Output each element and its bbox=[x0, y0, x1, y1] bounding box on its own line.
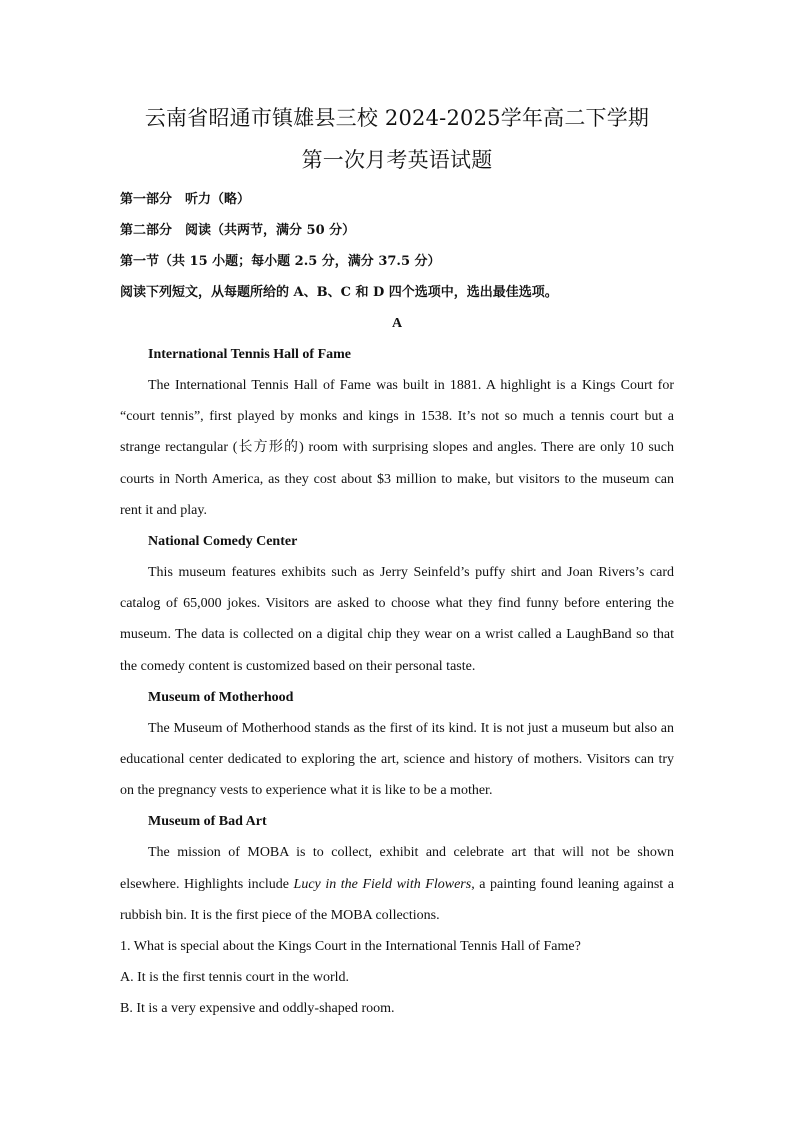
question-1-option-b: B. It is a very expensive and oddly-shaped room. bbox=[120, 1001, 395, 1017]
passage-letter: A bbox=[391, 316, 403, 331]
title-line-1: 云南省昭通市镇雄县三校 2024-2025学年高二下学期 bbox=[144, 106, 650, 130]
passage-heading-bad-art: Museum of Bad Art bbox=[148, 814, 267, 830]
question-1: 1. What is special about the Kings Court in the International Tennis Hall of Fame? bbox=[120, 939, 581, 955]
bad-art-text-after: , a painting found leaning against a rubbish bin. It is the first piece of the MOBA collections. bbox=[120, 876, 674, 923]
part1-heading: 第一部分 听力（略） bbox=[120, 192, 251, 207]
section1-heading: 第一节（共 15 小题；每小题 2.5 分，满分 37.5 分） bbox=[120, 254, 441, 269]
reading-instruction: 阅读下列短文，从每题所给的 A、B、C 和 D 四个选项中，选出最佳选项。 bbox=[120, 285, 558, 300]
passage-heading-comedy: National Comedy Center bbox=[148, 534, 298, 550]
passage-paragraph-comedy: This museum features exhibits such as Jerry Seinfeld’s puffy shirt and Joan Rivers’s card catalog of 65,000 jokes. Visitors are asked to choose what they find funny before entering the museum. The data is collected on a digital chip they wear on a wrist called a LaughBand so that the comedy content is customized based on their personal taste. bbox=[120, 565, 674, 674]
passage-paragraph-tennis: The International Tennis Hall of Fame was built in 1881. A highlight is a Kings Court for “court tennis”, first played by monks and kings in 1538. It’s not so much a tennis court but a strange rectangular (长方形的) room with surprising slopes and angles. There are only 10 such courts in North America, as they cost about $3 million to make, but visitors to the museum can rent it and play. bbox=[120, 378, 674, 518]
part2-heading: 第二部分 阅读（共两节，满分 50 分） bbox=[120, 223, 356, 238]
painting-title: Lucy in the Field with Flowers bbox=[293, 876, 472, 892]
bad-art-text-before: The mission of MOBA is to collect, exhibit and celebrate art that will not be shown elsewhere. Highlights include bbox=[120, 845, 674, 892]
title-line-2: 第一次月考英语试题 bbox=[301, 148, 493, 172]
question-1-option-a: A. It is the first tennis court in the world. bbox=[120, 970, 350, 986]
passage-paragraph-motherhood: The Museum of Motherhood stands as the first of its kind. It is not just a museum but also an educational center dedicated to exploring the art, science and history of mothers. Visitors can try on the pregnancy vests to experience what it is like to be a mother. bbox=[120, 720, 674, 799]
passage-heading-tennis: International Tennis Hall of Fame bbox=[148, 347, 352, 362]
passage-paragraph-bad-art bbox=[120, 837, 674, 931]
passage-heading-motherhood: Museum of Motherhood bbox=[148, 689, 294, 705]
